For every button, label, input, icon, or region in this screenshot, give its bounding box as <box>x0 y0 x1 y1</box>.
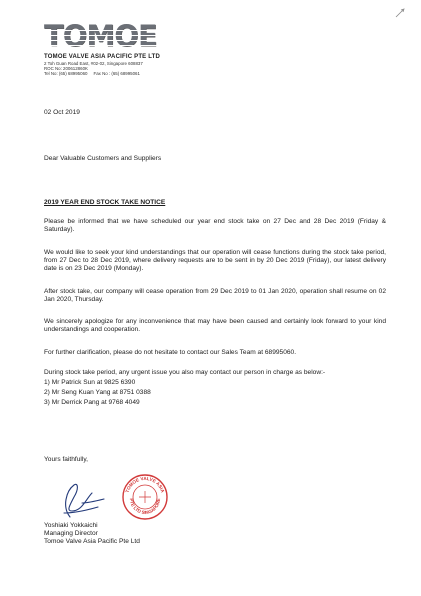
company-logo <box>44 22 157 51</box>
paragraph-2: We would like to seek your kind understandings that our operation will cease functions during the stock take period, from 27 Dec to 28 Dec 2019, where delivery requests are to be sent in by 20 Dec 2019 (Friday), our latest delivery date is on 23 Dec 2019 (Monday). <box>44 249 386 273</box>
logo-stripe <box>44 35 157 36</box>
paragraph-4: We sincerely apologize for any inconvenience that may have been caused and certainly look forward to your kind understandings and cooperation. <box>44 318 386 334</box>
salutation: Dear Valuable Customers and Suppliers <box>44 155 162 162</box>
paragraph-3: After stock take, our company will cease operation from 29 Dec 2019 to 01 Jan 2020, operation shall resume on 02 Jan 2020, Thursday. <box>44 288 386 304</box>
letter-date: 02 Oct 2019 <box>44 109 80 116</box>
handwritten-signature <box>52 477 112 522</box>
pen-mark-icon <box>395 8 405 18</box>
svg-text:TOMOE VALVE ASIA: TOMOE VALVE ASIA <box>124 475 166 494</box>
paragraph-6: During stock take period, any urgent issue you also may contact our person in charge as below:- <box>44 369 326 376</box>
logo-stripe <box>44 30 157 31</box>
company-name: TOMOE VALVE ASIA PACIFIC PTE LTD <box>44 54 161 60</box>
signatory-name: Yoshiaki Yokkaichi <box>44 522 98 529</box>
company-tel-fax: Tel No: (65) 68995060 Fax No : (65) 68995061 <box>44 71 140 76</box>
paragraph-5: For further clarification, please do not hesitate to contact our Sales Team at 68995060. <box>44 349 297 356</box>
contact-item: 2) Mr Seng Kuan Yang at 8751 0388 <box>44 389 151 396</box>
closing: Yours faithfully, <box>44 456 88 463</box>
signatory-company: Tomoe Valve Asia Pacific Pte Ltd <box>44 538 140 545</box>
company-stamp <box>120 472 170 522</box>
logo-stripe <box>44 45 157 46</box>
signatory-title: Managing Director <box>44 530 98 537</box>
contact-item: 1) Mr Patrick Sun at 9825 6390 <box>44 379 136 386</box>
svg-text:PTE LTD SINGAPORE: PTE LTD SINGAPORE <box>128 498 162 516</box>
contact-item: 3) Mr Derrick Pang at 9768 4049 <box>44 399 140 406</box>
company-roc: ROC No: 200612860K <box>44 66 88 71</box>
notice-title: 2019 YEAR END STOCK TAKE NOTICE <box>44 199 166 206</box>
company-address: 2 Toh Guan Road East, #02-02, Singapore 608837 <box>44 61 143 66</box>
paragraph-1: Please be informed that we have scheduled our year end stock take on 27 Dec and 28 Dec 2019 (Friday & Saturday). <box>44 218 386 234</box>
logo-stripe <box>44 40 157 41</box>
